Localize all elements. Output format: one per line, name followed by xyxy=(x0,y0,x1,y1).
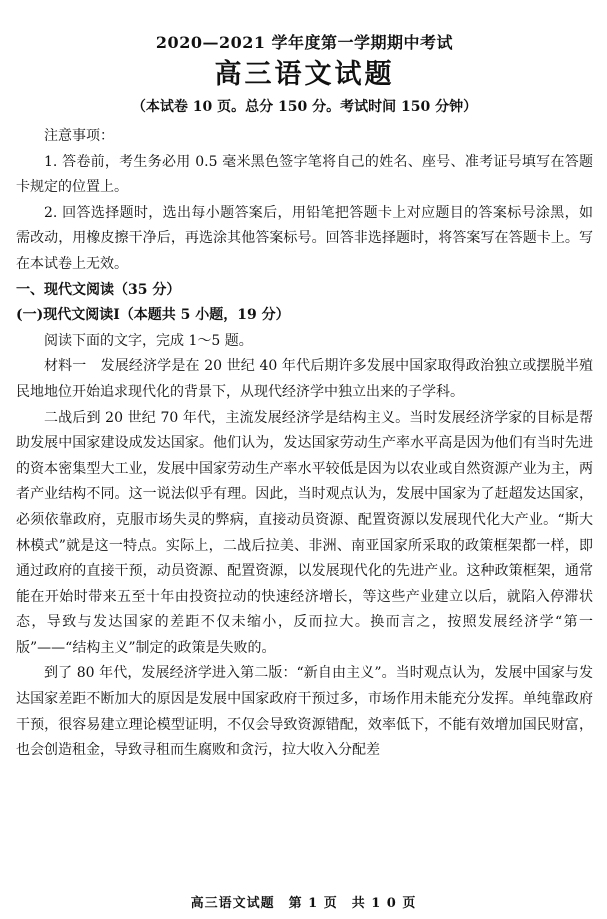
notes-title: 注意事项： xyxy=(44,128,114,144)
exam-body xyxy=(16,124,593,764)
exam-title: 2020—2021 学年度第一学期期中考试 xyxy=(155,33,454,52)
subsection-heading: (一)现代文阅读Ⅰ（本题共 5 小题，19 分） xyxy=(16,307,290,324)
material-paragraph-3: 到了 80 年代，发展经济学进入第二版：“新自由主义”。当时观点认为，发展中国家与发达国家差距不断加大的原因是发展中国家政府干预过多，市场作用未能充分发挥。单纯靠政府干预，很容易建立理论模型证明，不仅会导致资源错配，效率低下，不能有效增加国民财富，也会创造租金，导致寻租而生腐败和贪污，拉大收入分配差 xyxy=(16,665,593,759)
notes-item-2: 2. 回答选择题时，选出每小题答案后，用铅笔把答题卡上对应题目的答案标号涂黑，如需改动，用橡皮擦干净后，再选涂其他答案标号。回答非选择题时，将答案写在答题卡上。写在本试卷上无效。 xyxy=(16,204,593,272)
notes-item-1: 1. 答卷前，考生务必用 0.5 毫米黑色签字笔将自己的姓名、座号、准考证号填写在答题卡规定的位置上。 xyxy=(16,153,593,196)
section-heading: 一、现代文阅读（35 分） xyxy=(16,281,181,298)
paper-title: 高三语文试题 xyxy=(214,59,395,90)
page-footer: 高三语文试题 第 1 页 共 1 0 页 xyxy=(190,896,417,911)
reading-instruction: 阅读下面的文字，完成 1～5 题。 xyxy=(44,332,253,349)
material-paragraph-1: 材料一 发展经济学是在 20 世纪 40 年代后期许多发展中国家取得政治独立或摆脱半殖民地地位开始追求现代化的背景下，从现代经济学中独立出来的子学科。 xyxy=(16,358,593,400)
paper-info: （本试卷 10 页。总分 150 分。考试时间 150 分钟） xyxy=(131,99,478,115)
material-paragraph-2: 二战后到 20 世纪 70 年代，主流发展经济学是结构主义。当时发展经济学家的目标是帮助发展中国家建设成发达国家。他们认为，发达国家劳动生产率水平高是因为他们有当时先进的资本密集型大工业，发展中国家劳动生产率水平较低是因为以农业或自然资源产业为主，两者产业结构不同。这一说法似乎有理。因此，当时观点认为，发展中国家为了赶超发达国家，必须依靠政府，克服市场失灵的弊病，直接动员资源、配置资源以发展现代化大产业。“斯大林模式”就是这一特点。实际上，二战后拉美、非洲、南亚国家所采取的政策框架都一样，即通过政府的直接干预，动员资源、配置资源，以发展现代化的先进产业。这种政策框架，通常能在开始时带来五至十年由投资拉动的快速经济增长，等这些产业建立以后，就陷入停滞状态，导致与发达国家的差距不仅未缩小，反而拉大。换而言之，按照发展经济学“第一版”——“结构主义”制定的政策是失败的。 xyxy=(16,409,593,656)
